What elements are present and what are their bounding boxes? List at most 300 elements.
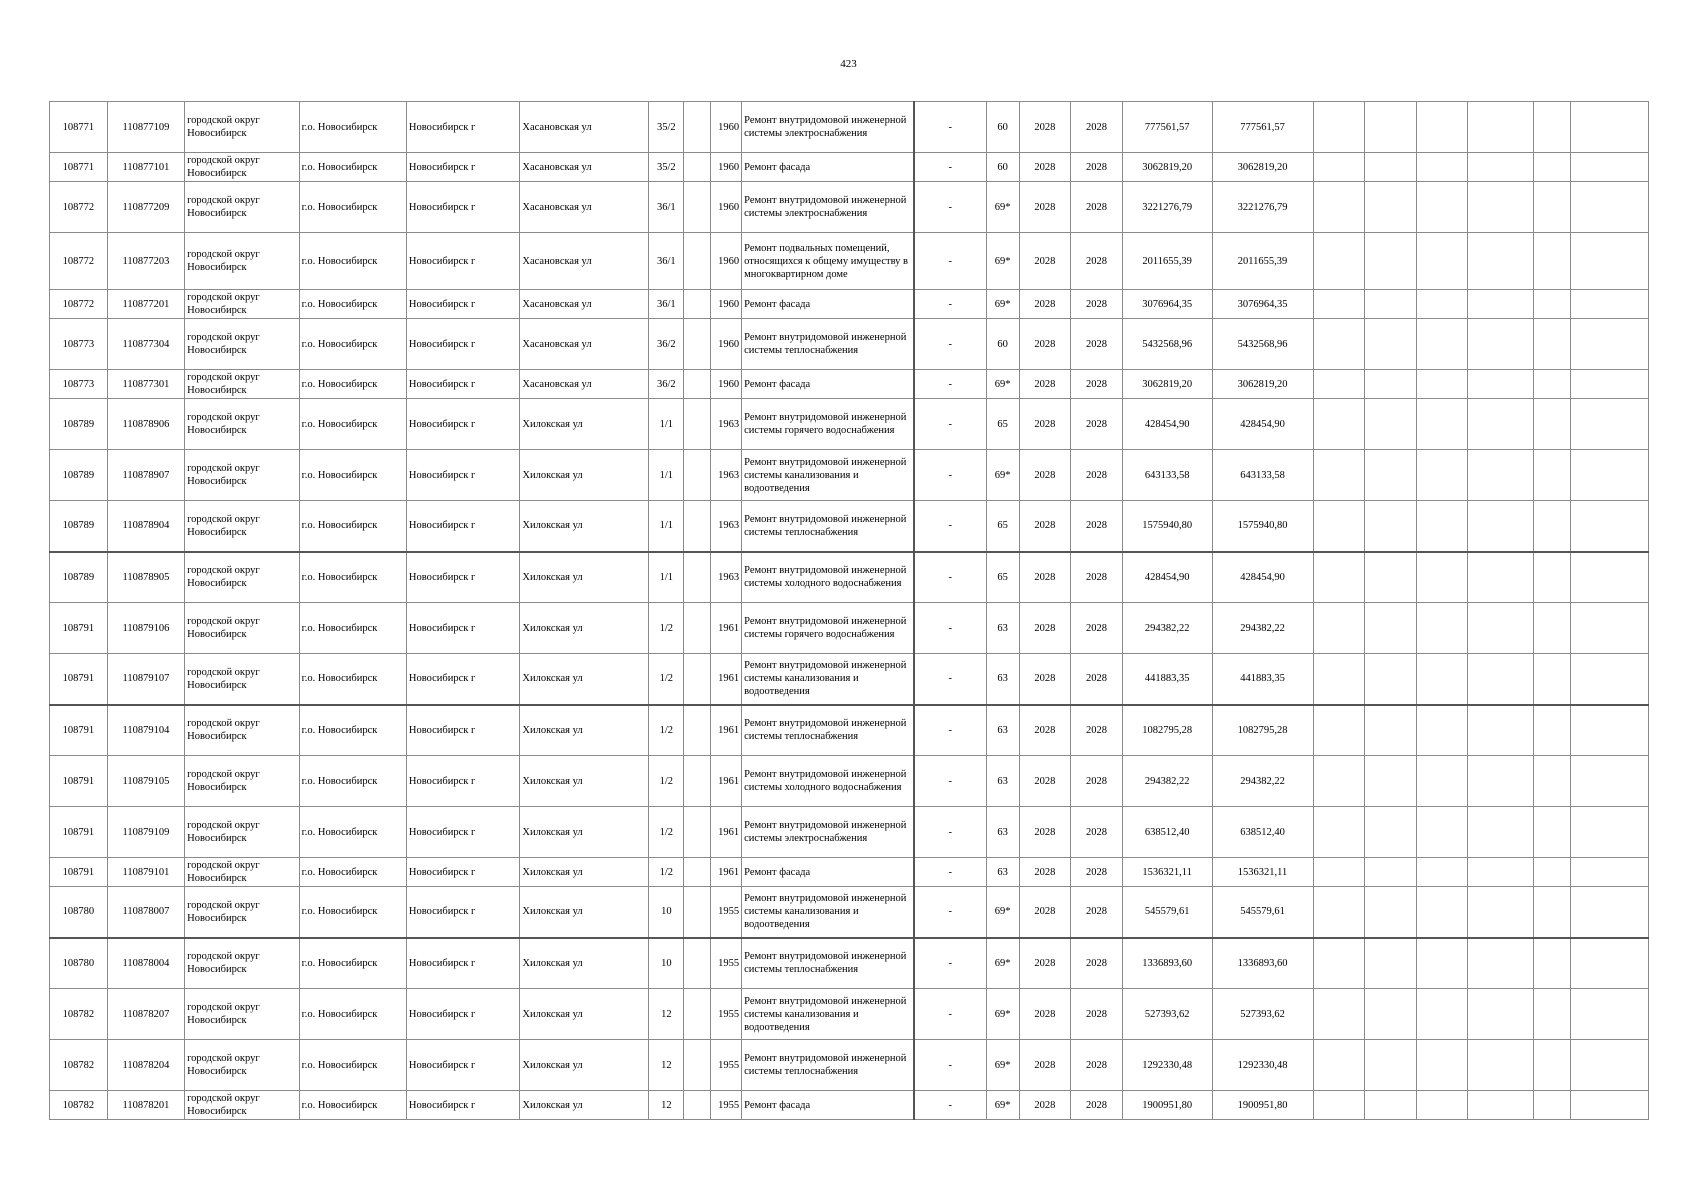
table-cell-total: 638512,40 (1212, 807, 1313, 858)
table-row (50, 756, 1649, 807)
table-cell-empty (1571, 807, 1649, 858)
table-cell-dash: - (914, 938, 986, 989)
table-cell-locality: Новосибирск г (406, 153, 519, 182)
table-cell-percent: 63 (986, 807, 1019, 858)
table-cell-cost: 294382,22 (1122, 756, 1212, 807)
table-cell-work-type: Ремонт подвальных помещений, относящихся к общему имуществу в многоквартирном доме (742, 233, 914, 290)
table-cell-code: 110877304 (107, 319, 184, 370)
table-cell-municipality: г.о. Новосибирск (299, 756, 406, 807)
table-cell-locality: Новосибирск г (406, 233, 519, 290)
table-cell-locality: Новосибирск г (406, 1091, 519, 1120)
table-cell-empty (1313, 370, 1365, 399)
table-cell-year: 1955 (711, 989, 742, 1040)
table-cell-work-type: Ремонт внутридомовой инженерной системы холодного водоснабжения (742, 756, 914, 807)
table-cell-id: 108782 (50, 989, 108, 1040)
table-cell-municipality: г.о. Новосибирск (299, 858, 406, 887)
table-cell-dash: - (914, 756, 986, 807)
table-cell-empty (1416, 887, 1468, 938)
table-cell-house: 36/2 (649, 319, 684, 370)
table-cell-empty (1468, 989, 1534, 1040)
table-cell-year-end: 2028 (1071, 450, 1123, 501)
table-cell-empty (1571, 370, 1649, 399)
table-row (50, 290, 1649, 319)
table-cell-empty (1468, 807, 1534, 858)
table-cell-empty (1571, 654, 1649, 705)
table-cell-empty (1313, 654, 1365, 705)
table-cell-percent: 63 (986, 705, 1019, 756)
table-cell-id: 108791 (50, 756, 108, 807)
table-cell-district: городской округ Новосибирск (185, 654, 300, 705)
table-cell-district: городской округ Новосибирск (185, 705, 300, 756)
table-cell-street: Хилокская ул (520, 603, 649, 654)
table-cell-empty (1468, 705, 1534, 756)
table-cell-empty (1416, 319, 1468, 370)
table-cell-code: 110877109 (107, 102, 184, 153)
table-cell-code: 110878907 (107, 450, 184, 501)
table-cell-house: 36/1 (649, 182, 684, 233)
table-cell-id: 108791 (50, 807, 108, 858)
table-cell-street: Хилокская ул (520, 552, 649, 603)
table-cell-empty (1571, 1091, 1649, 1120)
table-cell-empty (1313, 858, 1365, 887)
table-cell-year-end: 2028 (1071, 938, 1123, 989)
table-cell-empty (1365, 450, 1417, 501)
table-cell-cost: 1575940,80 (1122, 501, 1212, 552)
table-cell-year-start: 2028 (1019, 450, 1071, 501)
table-cell-locality: Новосибирск г (406, 102, 519, 153)
table-cell-empty (1571, 858, 1649, 887)
table-cell-dash: - (914, 102, 986, 153)
table-cell-id: 108771 (50, 153, 108, 182)
table-cell-empty (1313, 319, 1365, 370)
table-cell-year-start: 2028 (1019, 102, 1071, 153)
table-cell-cost: 294382,22 (1122, 603, 1212, 654)
table-cell-percent: 60 (986, 319, 1019, 370)
table-cell-empty (1365, 102, 1417, 153)
table-cell-district: городской округ Новосибирск (185, 887, 300, 938)
table-cell-street: Хасановская ул (520, 102, 649, 153)
table-cell-cost: 1082795,28 (1122, 705, 1212, 756)
table-cell-house: 1/1 (649, 552, 684, 603)
table-cell-empty (1365, 807, 1417, 858)
table-cell-empty (1365, 153, 1417, 182)
table-cell-empty (684, 552, 711, 603)
table-cell-id: 108791 (50, 654, 108, 705)
table-cell-total: 3062819,20 (1212, 370, 1313, 399)
table-cell-code: 110877203 (107, 233, 184, 290)
table-cell-empty (1313, 450, 1365, 501)
table-cell-house: 10 (649, 887, 684, 938)
table-cell-empty (1365, 938, 1417, 989)
table-cell-municipality: г.о. Новосибирск (299, 989, 406, 1040)
table-cell-empty (1468, 182, 1534, 233)
table-cell-id: 108780 (50, 887, 108, 938)
table-cell-year-start: 2028 (1019, 858, 1071, 887)
table-cell-locality: Новосибирск г (406, 887, 519, 938)
table-cell-house: 1/1 (649, 450, 684, 501)
table-cell-street: Хилокская ул (520, 1040, 649, 1091)
table-cell-empty (1416, 938, 1468, 989)
table-cell-year-end: 2028 (1071, 807, 1123, 858)
table-cell-dash: - (914, 450, 986, 501)
table-cell-empty (1468, 370, 1534, 399)
table-cell-empty (1416, 399, 1468, 450)
table-cell-year: 1955 (711, 887, 742, 938)
table-cell-municipality: г.о. Новосибирск (299, 1091, 406, 1120)
table-cell-municipality: г.о. Новосибирск (299, 153, 406, 182)
table-cell-dash: - (914, 319, 986, 370)
table-cell-id: 108772 (50, 290, 108, 319)
table-cell-empty (1416, 233, 1468, 290)
table-cell-empty (684, 153, 711, 182)
table-cell-id: 108791 (50, 705, 108, 756)
table-cell-year-start: 2028 (1019, 1040, 1071, 1091)
table-cell-work-type: Ремонт внутридомовой инженерной системы горячего водоснабжения (742, 603, 914, 654)
table-cell-municipality: г.о. Новосибирск (299, 603, 406, 654)
table-cell-code: 110878004 (107, 938, 184, 989)
table-cell-empty (1365, 1040, 1417, 1091)
table-cell-empty (1468, 887, 1534, 938)
table-cell-cost: 1292330,48 (1122, 1040, 1212, 1091)
table-cell-cost: 1900951,80 (1122, 1091, 1212, 1120)
table-cell-dash: - (914, 705, 986, 756)
table-cell-empty (1534, 233, 1571, 290)
table-cell-year: 1960 (711, 102, 742, 153)
table-cell-year-end: 2028 (1071, 858, 1123, 887)
table-cell-cost: 428454,90 (1122, 399, 1212, 450)
table-cell-municipality: г.о. Новосибирск (299, 501, 406, 552)
table-cell-id: 108772 (50, 233, 108, 290)
table-cell-percent: 63 (986, 654, 1019, 705)
table-cell-empty (1468, 603, 1534, 654)
table-cell-dash: - (914, 370, 986, 399)
table-cell-empty (1468, 153, 1534, 182)
table-cell-year-end: 2028 (1071, 370, 1123, 399)
table-cell-cost: 527393,62 (1122, 989, 1212, 1040)
table-row (50, 182, 1649, 233)
table-cell-work-type: Ремонт внутридомовой инженерной системы теплоснабжения (742, 501, 914, 552)
table-cell-empty (1365, 989, 1417, 1040)
table-cell-percent: 60 (986, 102, 1019, 153)
table-cell-year-start: 2028 (1019, 182, 1071, 233)
table-cell-empty (1313, 501, 1365, 552)
table-cell-empty (684, 182, 711, 233)
table-cell-year: 1961 (711, 654, 742, 705)
table-cell-code: 110878207 (107, 989, 184, 1040)
table-cell-empty (1365, 756, 1417, 807)
table-cell-empty (1571, 450, 1649, 501)
table-row (50, 989, 1649, 1040)
table-cell-locality: Новосибирск г (406, 370, 519, 399)
table-cell-id: 108791 (50, 603, 108, 654)
table-cell-municipality: г.о. Новосибирск (299, 319, 406, 370)
table-cell-empty (1468, 756, 1534, 807)
table-cell-street: Хилокская ул (520, 1091, 649, 1120)
table-cell-empty (1534, 290, 1571, 319)
table-cell-dash: - (914, 552, 986, 603)
table-cell-locality: Новосибирск г (406, 603, 519, 654)
table-cell-locality: Новосибирск г (406, 858, 519, 887)
table-cell-cost: 428454,90 (1122, 552, 1212, 603)
table-cell-year-end: 2028 (1071, 603, 1123, 654)
table-cell-empty (684, 102, 711, 153)
table-cell-empty (1416, 858, 1468, 887)
table-cell-district: городской округ Новосибирск (185, 319, 300, 370)
table-cell-locality: Новосибирск г (406, 552, 519, 603)
table-cell-cost: 3221276,79 (1122, 182, 1212, 233)
table-cell-empty (1571, 290, 1649, 319)
table-cell-code: 110879105 (107, 756, 184, 807)
table-cell-year-start: 2028 (1019, 887, 1071, 938)
table-cell-code: 110877101 (107, 153, 184, 182)
table-cell-year-start: 2028 (1019, 290, 1071, 319)
table-cell-year-end: 2028 (1071, 887, 1123, 938)
table-cell-year-end: 2028 (1071, 290, 1123, 319)
table-cell-id: 108773 (50, 319, 108, 370)
table-cell-street: Хилокская ул (520, 938, 649, 989)
table-cell-empty (684, 370, 711, 399)
table-cell-work-type: Ремонт фасада (742, 290, 914, 319)
table-row (50, 1040, 1649, 1091)
table-cell-dash: - (914, 153, 986, 182)
table-cell-dash: - (914, 1091, 986, 1120)
table-cell-year-start: 2028 (1019, 756, 1071, 807)
table-cell-year-start: 2028 (1019, 807, 1071, 858)
table-cell-house: 10 (649, 938, 684, 989)
table-cell-street: Хилокская ул (520, 399, 649, 450)
table-cell-empty (1534, 501, 1571, 552)
table-cell-municipality: г.о. Новосибирск (299, 182, 406, 233)
table-cell-locality: Новосибирск г (406, 1040, 519, 1091)
table-cell-year: 1963 (711, 501, 742, 552)
table-cell-year: 1960 (711, 370, 742, 399)
table-cell-empty (1534, 102, 1571, 153)
table-cell-code: 110878906 (107, 399, 184, 450)
table-cell-empty (1468, 938, 1534, 989)
table-cell-house: 36/2 (649, 370, 684, 399)
table-cell-municipality: г.о. Новосибирск (299, 807, 406, 858)
table-cell-empty (684, 290, 711, 319)
table-cell-percent: 69* (986, 450, 1019, 501)
table-cell-empty (684, 319, 711, 370)
table-cell-district: городской округ Новосибирск (185, 1040, 300, 1091)
table-cell-street: Хилокская ул (520, 705, 649, 756)
page-number: 423 (840, 58, 857, 70)
table-cell-percent: 69* (986, 182, 1019, 233)
table-cell-locality: Новосибирск г (406, 989, 519, 1040)
table-cell-empty (1416, 603, 1468, 654)
table-cell-code: 110877201 (107, 290, 184, 319)
table-cell-empty (1534, 450, 1571, 501)
table-cell-municipality: г.о. Новосибирск (299, 370, 406, 399)
table-cell-empty (1313, 989, 1365, 1040)
table-cell-empty (1534, 887, 1571, 938)
table-cell-code: 110878201 (107, 1091, 184, 1120)
table-cell-total: 1536321,11 (1212, 858, 1313, 887)
table-cell-work-type: Ремонт внутридомовой инженерной системы горячего водоснабжения (742, 399, 914, 450)
table-cell-id: 108791 (50, 858, 108, 887)
table-cell-empty (1313, 233, 1365, 290)
table-cell-year: 1960 (711, 153, 742, 182)
table-cell-year: 1963 (711, 399, 742, 450)
table-row (50, 858, 1649, 887)
table-cell-dash: - (914, 654, 986, 705)
table-cell-street: Хасановская ул (520, 233, 649, 290)
table-cell-year-end: 2028 (1071, 233, 1123, 290)
table-row (50, 654, 1649, 705)
table-cell-house: 1/1 (649, 501, 684, 552)
table-cell-municipality: г.о. Новосибирск (299, 450, 406, 501)
table-cell-id: 108789 (50, 450, 108, 501)
table-cell-empty (1416, 807, 1468, 858)
table-cell-house: 1/2 (649, 858, 684, 887)
table-cell-empty (1468, 858, 1534, 887)
table-row (50, 450, 1649, 501)
table-cell-house: 12 (649, 1091, 684, 1120)
table-cell-house: 35/2 (649, 102, 684, 153)
table-cell-empty (1416, 705, 1468, 756)
table-cell-empty (1571, 153, 1649, 182)
table-cell-empty (1416, 989, 1468, 1040)
table-cell-percent: 65 (986, 552, 1019, 603)
table-cell-work-type: Ремонт внутридомовой инженерной системы канализования и водоотведения (742, 450, 914, 501)
table-cell-empty (684, 399, 711, 450)
table-cell-empty (684, 887, 711, 938)
table-cell-municipality: г.о. Новосибирск (299, 938, 406, 989)
table-cell-empty (684, 807, 711, 858)
table-cell-municipality: г.о. Новосибирск (299, 552, 406, 603)
table-cell-empty (1365, 399, 1417, 450)
table-cell-year-end: 2028 (1071, 1091, 1123, 1120)
table-cell-locality: Новосибирск г (406, 756, 519, 807)
table-cell-id: 108772 (50, 182, 108, 233)
table-cell-year-start: 2028 (1019, 1091, 1071, 1120)
table-cell-work-type: Ремонт внутридомовой инженерной системы холодного водоснабжения (742, 552, 914, 603)
table-cell-work-type: Ремонт фасада (742, 858, 914, 887)
table-cell-dash: - (914, 1040, 986, 1091)
table-cell-street: Хилокская ул (520, 807, 649, 858)
table-cell-work-type: Ремонт внутридомовой инженерной системы электроснабжения (742, 182, 914, 233)
table-cell-empty (1416, 153, 1468, 182)
table-cell-year-end: 2028 (1071, 319, 1123, 370)
table-cell-district: городской округ Новосибирск (185, 807, 300, 858)
table-cell-district: городской округ Новосибирск (185, 501, 300, 552)
table-cell-cost: 1336893,60 (1122, 938, 1212, 989)
table-cell-district: городской округ Новосибирск (185, 552, 300, 603)
table-cell-total: 527393,62 (1212, 989, 1313, 1040)
table-cell-year-start: 2028 (1019, 319, 1071, 370)
table-cell-locality: Новосибирск г (406, 705, 519, 756)
table-cell-house: 1/2 (649, 756, 684, 807)
table-cell-empty (1313, 938, 1365, 989)
table-cell-street: Хилокская ул (520, 887, 649, 938)
table-cell-locality: Новосибирск г (406, 182, 519, 233)
table-cell-empty (1468, 1091, 1534, 1120)
table-cell-municipality: г.о. Новосибирск (299, 887, 406, 938)
table-cell-year-start: 2028 (1019, 654, 1071, 705)
table-cell-dash: - (914, 501, 986, 552)
table-cell-work-type: Ремонт внутридомовой инженерной системы электроснабжения (742, 102, 914, 153)
table-cell-house: 12 (649, 989, 684, 1040)
table-cell-year-end: 2028 (1071, 153, 1123, 182)
table-cell-empty (1571, 989, 1649, 1040)
table-cell-house: 1/2 (649, 603, 684, 654)
table-cell-dash: - (914, 290, 986, 319)
table-cell-empty (1534, 399, 1571, 450)
table-cell-empty (1571, 705, 1649, 756)
table-cell-year-start: 2028 (1019, 938, 1071, 989)
table-row (50, 233, 1649, 290)
table-cell-empty (684, 450, 711, 501)
table-cell-code: 110879109 (107, 807, 184, 858)
table-cell-empty (1534, 938, 1571, 989)
table-cell-year: 1963 (711, 552, 742, 603)
table-cell-empty (1534, 1091, 1571, 1120)
table-row (50, 501, 1649, 552)
table-cell-empty (1571, 603, 1649, 654)
table-cell-empty (1313, 153, 1365, 182)
table-cell-district: городской округ Новосибирск (185, 450, 300, 501)
table-cell-empty (684, 938, 711, 989)
table-cell-work-type: Ремонт фасада (742, 153, 914, 182)
table-cell-street: Хасановская ул (520, 370, 649, 399)
table-cell-empty (1313, 182, 1365, 233)
table-cell-street: Хасановская ул (520, 153, 649, 182)
table-cell-percent: 65 (986, 501, 1019, 552)
table-row (50, 1091, 1649, 1120)
table-cell-empty (1416, 290, 1468, 319)
table-cell-street: Хасановская ул (520, 319, 649, 370)
table-cell-empty (1313, 807, 1365, 858)
table-cell-year: 1960 (711, 290, 742, 319)
table-cell-id: 108789 (50, 399, 108, 450)
table-cell-dash: - (914, 233, 986, 290)
table-cell-year-end: 2028 (1071, 102, 1123, 153)
table-row (50, 938, 1649, 989)
table-cell-municipality: г.о. Новосибирск (299, 654, 406, 705)
table-cell-empty (1365, 319, 1417, 370)
table-cell-locality: Новосибирск г (406, 654, 519, 705)
table-cell-year: 1961 (711, 756, 742, 807)
table-cell-empty (684, 756, 711, 807)
table-cell-empty (1313, 290, 1365, 319)
table-cell-empty (1365, 182, 1417, 233)
table-cell-dash: - (914, 182, 986, 233)
table-cell-cost: 441883,35 (1122, 654, 1212, 705)
table-cell-year-end: 2028 (1071, 1040, 1123, 1091)
table-cell-percent: 63 (986, 603, 1019, 654)
table-cell-code: 110879107 (107, 654, 184, 705)
table-cell-empty (1534, 654, 1571, 705)
table-cell-locality: Новосибирск г (406, 807, 519, 858)
table-cell-percent: 60 (986, 153, 1019, 182)
table-cell-house: 35/2 (649, 153, 684, 182)
table-cell-total: 294382,22 (1212, 756, 1313, 807)
table-cell-empty (1313, 1040, 1365, 1091)
table-cell-street: Хилокская ул (520, 756, 649, 807)
table-cell-dash: - (914, 989, 986, 1040)
table-cell-municipality: г.о. Новосибирск (299, 102, 406, 153)
table-cell-dash: - (914, 858, 986, 887)
table-cell-empty (1468, 290, 1534, 319)
table-cell-street: Хасановская ул (520, 290, 649, 319)
table-cell-street: Хилокская ул (520, 858, 649, 887)
table-cell-empty (1416, 1040, 1468, 1091)
table-cell-empty (1416, 654, 1468, 705)
table-cell-locality: Новосибирск г (406, 319, 519, 370)
table-cell-total: 1082795,28 (1212, 705, 1313, 756)
table-cell-total: 428454,90 (1212, 552, 1313, 603)
